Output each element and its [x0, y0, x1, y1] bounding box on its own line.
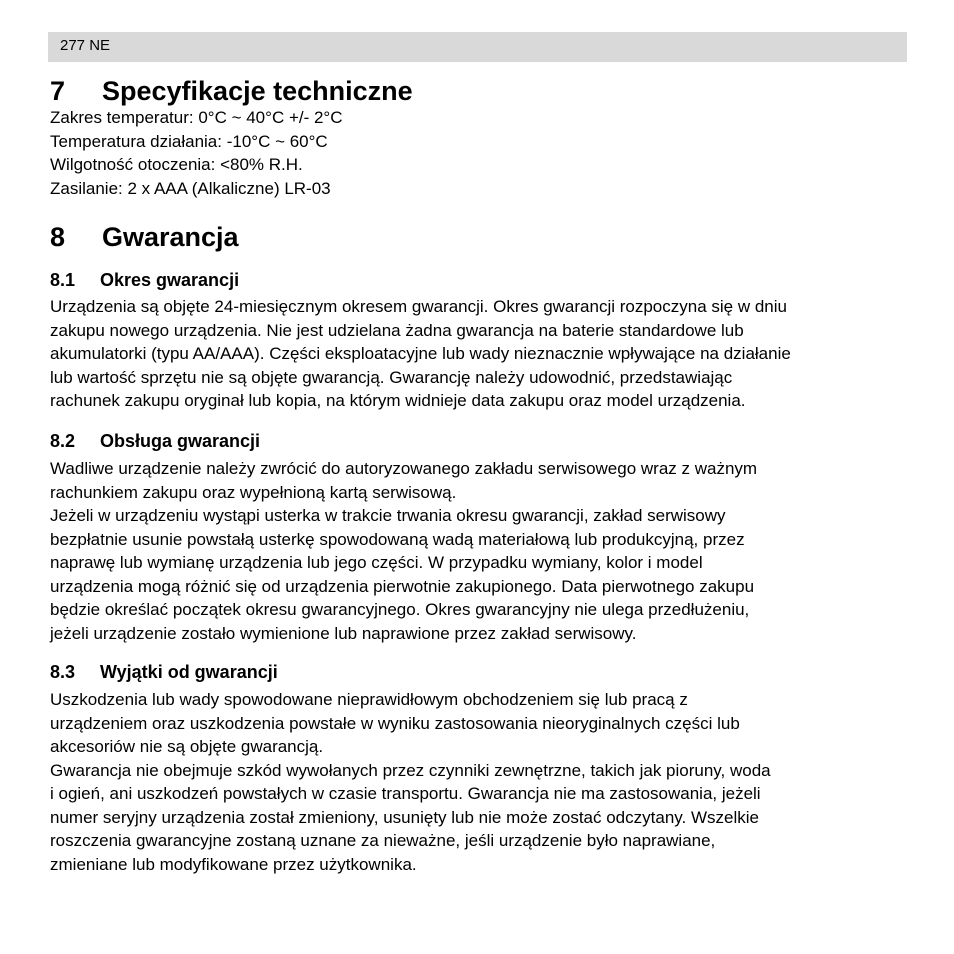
page-header-bar [48, 32, 907, 62]
subsection-8-1-heading [50, 269, 239, 291]
spec-line: Temperatura działania: -10°C ~ 60°C [50, 131, 328, 151]
body-line: zmieniane lub modyfikowane przez użytkownika. [50, 854, 417, 874]
body-line: Uszkodzenia lub wady spowodowane nieprawidłowym obchodzeniem się lub pracą z [50, 690, 688, 709]
body-line: rachunkiem zakupu oraz wypełnioną kartą serwisową. [50, 482, 457, 502]
body-line: będzie określać początek okresu gwarancyjnego. Okres gwarancyjny nie ulega przedłużeniu, [50, 600, 750, 619]
body-line: zakupu nowego urządzenia. Nie jest udzielana żadna gwarancja na baterie standardowe lub [50, 320, 744, 340]
section-7-heading [50, 74, 413, 108]
body-line: urządzenia mogą różnić się od urządzenia pierwotnie zakupionego. Data pierwotnego zakupu [50, 576, 755, 596]
body-line: jeżeli urządzenie zostało wymienione lub naprawione przez zakład serwisowy. [50, 623, 637, 643]
spec-list [50, 106, 343, 200]
section-8-heading [50, 220, 239, 254]
body-line: roszczenia gwarancyjne zostaną uznane za nieważne, jeśli urządzenie było naprawiane, [50, 831, 716, 850]
subsection-number: 8.3 [50, 662, 76, 682]
body-line: numer seryjny urządzenia został zmieniony, usunięty lub nie może zostać odczytany. Wszelkie [50, 807, 759, 827]
section-number: 8 [50, 222, 66, 252]
spec-line: Zasilanie: 2 x AAA (Alkaliczne) LR-03 [50, 178, 331, 198]
subsection-8-2-body [50, 457, 757, 645]
subsection-8-2-heading [50, 430, 260, 452]
body-line: Wadliwe urządzenie należy zwrócić do autoryzowanego zakładu serwisowego wraz z ważnym [50, 459, 758, 478]
subsection-number: 8.1 [50, 270, 76, 290]
body-line: Jeżeli w urządzeniu wystąpi usterka w trakcie trwania okresu gwarancji, zakład serwisowy [50, 506, 726, 525]
body-line: naprawę lub wymianę urządzenia lub jego części. W przypadku wymiany, kolor i model [50, 553, 703, 572]
spec-line: Wilgotność otoczenia: <80% R.H. [50, 155, 303, 174]
body-line: lub wartość sprzętu nie są objęte gwarancją. Gwarancję należy udowodnić, przedstawiając [50, 367, 733, 387]
page-label: 277 NE [60, 37, 111, 54]
body-line: i ogień, ani uszkodzeń powstałych w czasie transportu. Gwarancja nie ma zastosowania, jeżeli [50, 784, 761, 803]
section-title: Gwarancja [102, 222, 239, 252]
body-line: akumulatorki (typu AA/AAA). Części eksploatacyjne lub wady nieznacznie wpływające na działanie [50, 344, 791, 363]
section-title: Specyfikacje techniczne [102, 76, 413, 106]
subsection-title: Wyjątki od gwarancji [100, 662, 278, 682]
subsection-number: 8.2 [50, 431, 76, 451]
body-line: Urządzenia są objęte 24-miesięcznym okresem gwarancji. Okres gwarancji rozpoczyna się w dniu [50, 297, 787, 316]
subsection-title: Okres gwarancji [100, 270, 240, 290]
subsection-8-1-body [50, 295, 791, 413]
body-line: rachunek zakupu oryginał lub kopia, na którym widnieje data zakupu oraz model urządzenia. [50, 391, 746, 410]
subsection-8-3-heading [50, 661, 278, 683]
spec-line: Zakres temperatur: 0°C ~ 40°C +/- 2°C [50, 108, 343, 127]
body-line: bezpłatnie usunie powstałą usterkę spowodowaną wadą materiałową lub produkcyjną, przez [50, 529, 745, 549]
section-number: 7 [50, 76, 66, 106]
subsection-title: Obsługa gwarancji [100, 431, 261, 451]
body-line: akcesoriów nie są objęte gwarancją. [50, 737, 324, 756]
subsection-8-3-body [50, 688, 771, 876]
body-line: Gwarancja nie obejmuje szkód wywołanych przez czynniki zewnętrzne, takich jak pioruny, woda [50, 760, 771, 780]
body-line: urządzeniem oraz uszkodzenia powstałe w wyniku zastosowania nieoryginalnych części lub [50, 713, 740, 733]
